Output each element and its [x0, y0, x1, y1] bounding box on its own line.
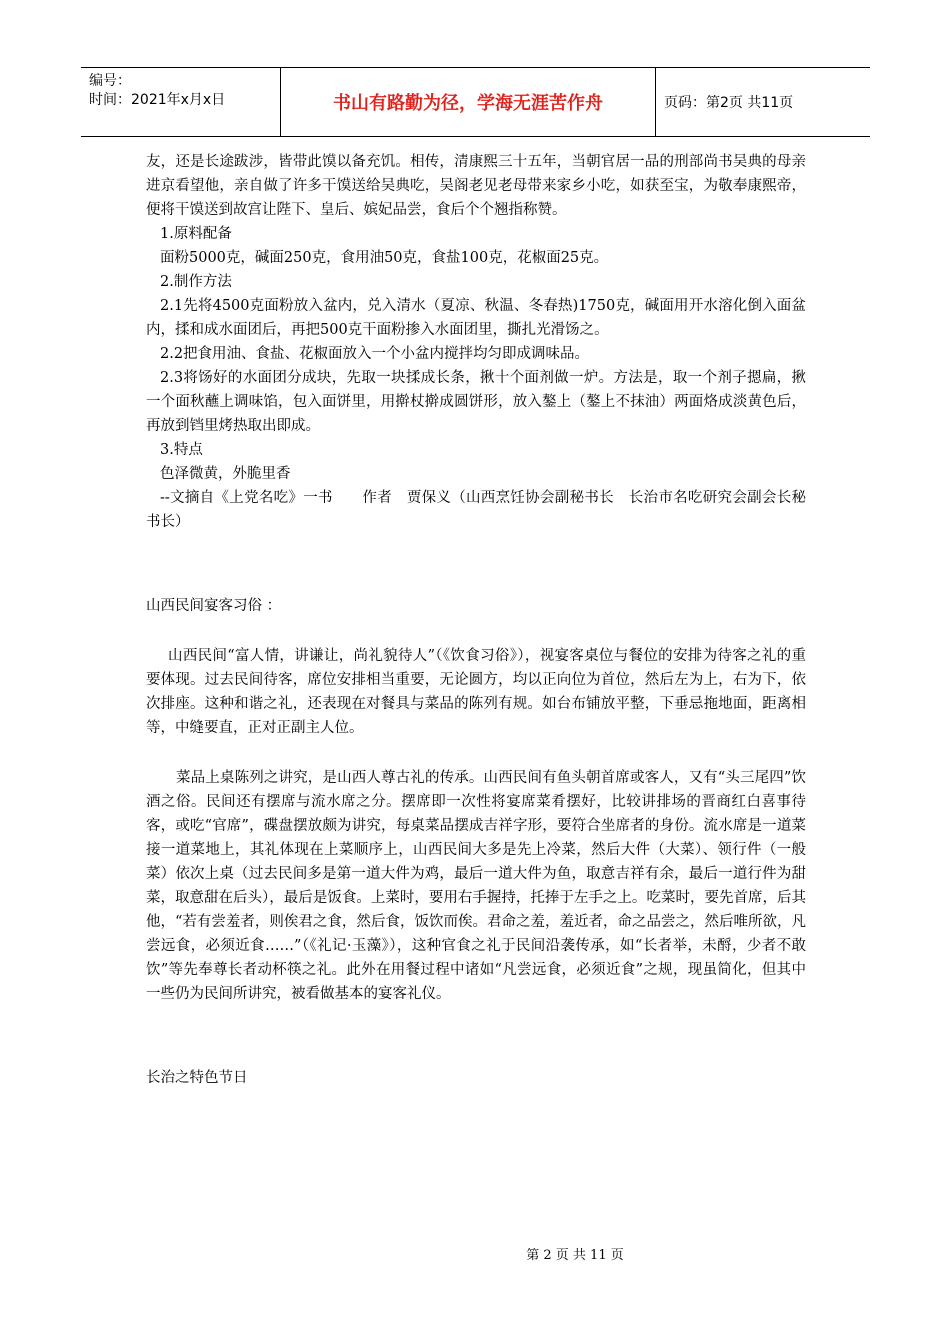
section-ingredients-title: 1.原料配备 — [160, 226, 232, 242]
method-step-2-1: 2.1先将4500克面粉放入盆内，兑入清水（夏凉、秋温、冬春热)1750克，碱面用开水溶化倒入面盆内，揉和成水面团后，再把500克干面粉掺入水面团里，撕扎光滑饧之。 — [146, 298, 806, 338]
section-features-title: 3.特点 — [160, 442, 203, 458]
banquet-customs-title: 山西民间宴客习俗 ： — [146, 598, 282, 614]
page-footer: 第 2 页 共 11 页 — [526, 1248, 624, 1263]
festival-section-title: 长治之特色节日 — [146, 1070, 248, 1086]
section-method-title: 2.制作方法 — [160, 274, 232, 290]
section-ingredients-text: 面粉5000克，碱面250克，食用油50克，食盐100克，花椒面25克。 — [160, 250, 609, 266]
banquet-customs-paragraph-1: 山西民间“富人情，讲谦让，尚礼貌待人”（《饮食习俗》），视宴客桌位与餐位的安排为待客之礼的重要体现。过去民间待客，席位安排相当重要，无论圆方，均以正向位为首位，然后左为上，右为下，依次排座。这种和谐之礼，还表现在对餐具与菜品的陈列有规。如台布铺放平整，下垂忌拖地面，距离相等，中缝要直，正对正副主人位。 — [146, 648, 806, 736]
document-number-label: 编号： — [89, 73, 131, 89]
method-step-2-2: 2.2把食用油、食盐、花椒面放入一个小盆内搅拌均匀即成调味品。 — [160, 346, 590, 362]
document-body — [146, 150, 806, 1090]
intro-paragraph: 友，还是长途跋涉，皆带此馍以备充饥。相传，清康熙三十五年，当朝官居一品的刑部尚书吴典的母亲进京看望他，亲自做了许多干馍送给吴典吃，吴阁老见老母带来家乡小吃，如获至宝，为敬奉康熙帝，便将干馍送到故宫让陛下、皇后、嫔妃品尝，食后个个翘指称赞。 — [146, 154, 806, 218]
page-header — [81, 67, 870, 137]
header-page-number: 页码：第2页 共11页 — [664, 95, 794, 111]
source-citation: --文摘自《上党名吃》一书 作者 贾保义（山西烹饪协会副秘书长 长治市名吃研究会副会长秘书长） — [146, 490, 806, 530]
header-motto: 书山有路勤为径，学海无涯苦作舟 — [281, 68, 656, 136]
section-features-text: 色泽微黄，外脆里香 — [160, 466, 291, 482]
header-meta — [81, 68, 281, 136]
document-date-label: 时间：2021年x月x日 — [89, 92, 226, 108]
method-step-2-3: 2.3将饧好的水面团分成块，先取一块揉成长条，揪十个面剂做一炉。方法是，取一个剂子摁扁，揪一个面秋蘸上调味馅，包入面饼里，用擀杖擀成圆饼形，放入鏊上（鏊上不抹油）两面烙成淡黄色后，再放到铛里烤热取出即成。 — [146, 370, 806, 434]
banquet-customs-paragraph-2: 菜品上桌陈列之讲究，是山西人尊古礼的传承。山西民间有鱼头朝首席或客人，又有“头三尾四”饮酒之俗。民间还有摆席与流水席之分。摆席即一次性将宴席菜肴摆好，比较讲排场的晋商红白喜事待客，或吃“官席”，碟盘摆放颇为讲究，每桌菜品摆成吉祥字形，要符合坐席者的身份。流水席是一道菜接一道菜地上，其礼体现在上菜顺序上，山西民间大多是先上冷菜，然后大件（大菜）、领行件（一般菜）依次上桌（过去民间多是第一道大件为鸡，最后一道大件为鱼，取意吉祥有余，最后一道行件为甜菜，取意甜在后头），最后是饭食。上菜时，要用右手握持，托捧于左手之上。吃菜时，要先首席，后其他，“若有尝羞者，则俟君之食，然后食，饭饮而俟。君命之羞，羞近者，命之品尝之，然后唯所欲，凡尝远食，必须近食……”（《礼记·玉藻》），这种官食之礼于民间沿袭传承，如“长者举，未酹，少者不敢饮”等先奉尊长者动杯筷之礼。此外在用餐过程中诸如“凡尝远食，必须近食”之规，现虽简化，但其中一些仍为民间所讲究，被看做基本的宴客礼仪。 — [146, 770, 806, 1002]
